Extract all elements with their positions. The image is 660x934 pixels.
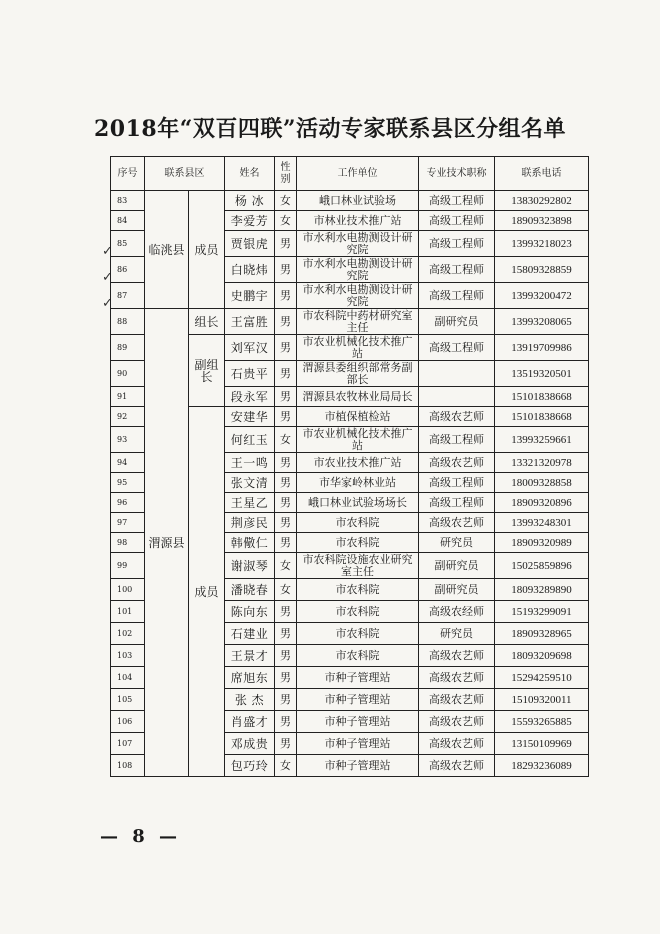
row-title: 高级工程师 [419,335,495,361]
document-title: 2018年“双百四联”活动专家联系县区分组名单 [93,116,567,142]
row-title: 副研究员 [419,553,495,579]
table-header-row [111,157,589,191]
row-title: 高级农艺师 [419,453,495,473]
header-gender: 性别 [275,157,297,191]
row-unit: 市植保植检站 [297,407,419,427]
row-title [419,361,495,387]
row-seq: 85 [111,231,145,257]
row-phone: 18293236089 [495,755,589,777]
row-gender: 男 [275,473,297,493]
row-gender: 男 [275,513,297,533]
row-name: 贾银虎 [225,231,275,257]
row-phone: 15294259510 [495,667,589,689]
row-name: 李爱芳 [225,211,275,231]
row-name: 谢淑琴 [225,553,275,579]
row-phone: 15809328859 [495,257,589,283]
row-name: 邓成贵 [225,733,275,755]
row-gender: 男 [275,309,297,335]
row-unit: 市农业机械化技术推广站 [297,335,419,361]
row-phone: 13993259661 [495,427,589,453]
row-title: 高级工程师 [419,191,495,211]
table-row [111,309,589,335]
row-seq: 89 [111,335,145,361]
row-unit: 峨口林业试验场 [297,191,419,211]
row-gender: 女 [275,211,297,231]
row-gender: 男 [275,257,297,283]
row-name: 潘晓春 [225,579,275,601]
row-phone: 13993248301 [495,513,589,533]
row-unit: 市农业技术推广站 [297,453,419,473]
row-seq: 87 [111,283,145,309]
row-name: 杨 冰 [225,191,275,211]
row-seq: 92 [111,407,145,427]
row-gender: 男 [275,407,297,427]
row-seq: 104 [111,667,145,689]
row-title: 高级农艺师 [419,733,495,755]
row-unit: 市农科院 [297,579,419,601]
row-phone: 18909320896 [495,493,589,513]
row-phone: 18093289890 [495,579,589,601]
role-cell: 副组长 [189,335,225,407]
row-name: 席旭东 [225,667,275,689]
header-seq: 序号 [111,157,145,191]
row-phone: 13919709986 [495,335,589,361]
row-title: 高级农艺师 [419,667,495,689]
row-phone: 15193299091 [495,601,589,623]
row-gender: 男 [275,283,297,309]
row-gender: 男 [275,711,297,733]
row-gender: 男 [275,623,297,645]
row-unit: 市种子管理站 [297,755,419,777]
row-phone: 13519320501 [495,361,589,387]
row-seq: 91 [111,387,145,407]
row-seq: 90 [111,361,145,387]
row-title: 高级农艺师 [419,689,495,711]
checkmark-icon: ✓ [102,270,113,285]
row-name: 史鹏宇 [225,283,275,309]
row-gender: 男 [275,387,297,407]
row-name: 韩儆仁 [225,533,275,553]
row-unit: 渭源县农牧林业局局长 [297,387,419,407]
row-name: 王景才 [225,645,275,667]
row-name: 王星乙 [225,493,275,513]
row-gender: 男 [275,231,297,257]
row-unit: 市农科院 [297,533,419,553]
row-name: 刘军汉 [225,335,275,361]
row-phone: 18909320989 [495,533,589,553]
row-phone: 13321320978 [495,453,589,473]
row-gender: 男 [275,689,297,711]
row-seq: 105 [111,689,145,711]
row-gender: 男 [275,601,297,623]
row-phone: 15109320011 [495,689,589,711]
row-seq: 107 [111,733,145,755]
row-gender: 女 [275,579,297,601]
row-seq: 97 [111,513,145,533]
row-title: 高级农艺师 [419,755,495,777]
row-seq: 96 [111,493,145,513]
row-title: 高级农经师 [419,601,495,623]
row-seq: 99 [111,553,145,579]
row-title [419,387,495,407]
row-unit: 市农科院设施农业研究室主任 [297,553,419,579]
row-title: 高级工程师 [419,283,495,309]
row-title: 高级工程师 [419,231,495,257]
row-title: 高级工程师 [419,473,495,493]
row-unit: 市水利水电勘测设计研究院 [297,231,419,257]
row-gender: 男 [275,667,297,689]
row-gender: 女 [275,755,297,777]
row-title: 高级工程师 [419,257,495,283]
row-name: 白晓炜 [225,257,275,283]
row-phone: 13993208065 [495,309,589,335]
header-phone: 联系电话 [495,157,589,191]
row-name: 荆彦民 [225,513,275,533]
county-cell: 渭源县 [145,309,189,777]
row-seq: 102 [111,623,145,645]
row-phone: 15593265885 [495,711,589,733]
row-gender: 女 [275,191,297,211]
row-title: 副研究员 [419,309,495,335]
checkmark-icon: ✓ [102,244,113,259]
row-gender: 女 [275,427,297,453]
row-unit: 市林业技术推广站 [297,211,419,231]
row-seq: 103 [111,645,145,667]
header-unit: 工作单位 [297,157,419,191]
row-seq: 100 [111,579,145,601]
row-unit: 渭源县委组织部常务副部长 [297,361,419,387]
row-phone: 13150109969 [495,733,589,755]
row-gender: 女 [275,553,297,579]
row-title: 研究员 [419,623,495,645]
header-name: 姓名 [225,157,275,191]
county-cell: 临洮县 [145,191,189,309]
checkmark-icon: ✓ [102,296,113,311]
table-row [111,191,589,211]
row-seq: 106 [111,711,145,733]
expert-table [110,156,589,777]
row-title: 高级工程师 [419,427,495,453]
row-phone: 18093209698 [495,645,589,667]
header-title: 专业技术职称 [419,157,495,191]
row-name: 石建业 [225,623,275,645]
row-unit: 市种子管理站 [297,733,419,755]
row-name: 王富胜 [225,309,275,335]
page-number: — 8 — [100,826,182,847]
row-unit: 市水利水电勘测设计研究院 [297,283,419,309]
row-seq: 88 [111,309,145,335]
row-phone: 13993200472 [495,283,589,309]
row-title: 高级工程师 [419,493,495,513]
row-unit: 市水利水电勘测设计研究院 [297,257,419,283]
row-seq: 93 [111,427,145,453]
row-unit: 市种子管理站 [297,689,419,711]
row-unit: 市农科院中药材研究室主任 [297,309,419,335]
row-unit: 市农科院 [297,601,419,623]
row-seq: 86 [111,257,145,283]
row-title: 研究员 [419,533,495,553]
row-seq: 83 [111,191,145,211]
role-cell: 成员 [189,407,225,777]
row-phone: 15101838668 [495,387,589,407]
row-title: 高级农艺师 [419,711,495,733]
row-unit: 市农科院 [297,623,419,645]
row-title: 副研究员 [419,579,495,601]
row-name: 石贵平 [225,361,275,387]
row-name: 王一鸣 [225,453,275,473]
row-title: 高级农艺师 [419,513,495,533]
row-title: 高级工程师 [419,211,495,231]
row-seq: 94 [111,453,145,473]
row-title: 高级农艺师 [419,407,495,427]
row-gender: 男 [275,493,297,513]
row-gender: 男 [275,361,297,387]
row-seq: 98 [111,533,145,553]
row-name: 陈向东 [225,601,275,623]
row-phone: 18909323898 [495,211,589,231]
row-phone: 13993218023 [495,231,589,257]
row-seq: 108 [111,755,145,777]
row-phone: 18909328965 [495,623,589,645]
row-name: 张 杰 [225,689,275,711]
row-seq: 84 [111,211,145,231]
row-name: 包巧玲 [225,755,275,777]
row-name: 段永军 [225,387,275,407]
row-seq: 95 [111,473,145,493]
row-unit: 市农科院 [297,645,419,667]
row-unit: 市华家岭林业站 [297,473,419,493]
row-unit: 市种子管理站 [297,667,419,689]
row-unit: 峨口林业试验场场长 [297,493,419,513]
header-county: 联系县区 [145,157,225,191]
row-unit: 市农业机械化技术推广站 [297,427,419,453]
row-gender: 男 [275,733,297,755]
row-gender: 男 [275,533,297,553]
role-cell: 成员 [189,191,225,309]
row-gender: 男 [275,453,297,473]
row-gender: 男 [275,645,297,667]
row-phone: 18009328858 [495,473,589,493]
row-name: 肖盛才 [225,711,275,733]
row-title: 高级农艺师 [419,645,495,667]
row-name: 安建华 [225,407,275,427]
row-seq: 101 [111,601,145,623]
row-phone: 15101838668 [495,407,589,427]
row-name: 张文清 [225,473,275,493]
row-name: 何红玉 [225,427,275,453]
row-unit: 市种子管理站 [297,711,419,733]
row-gender: 男 [275,335,297,361]
row-phone: 15025859896 [495,553,589,579]
row-unit: 市农科院 [297,513,419,533]
role-cell: 组长 [189,309,225,335]
row-phone: 13830292802 [495,191,589,211]
